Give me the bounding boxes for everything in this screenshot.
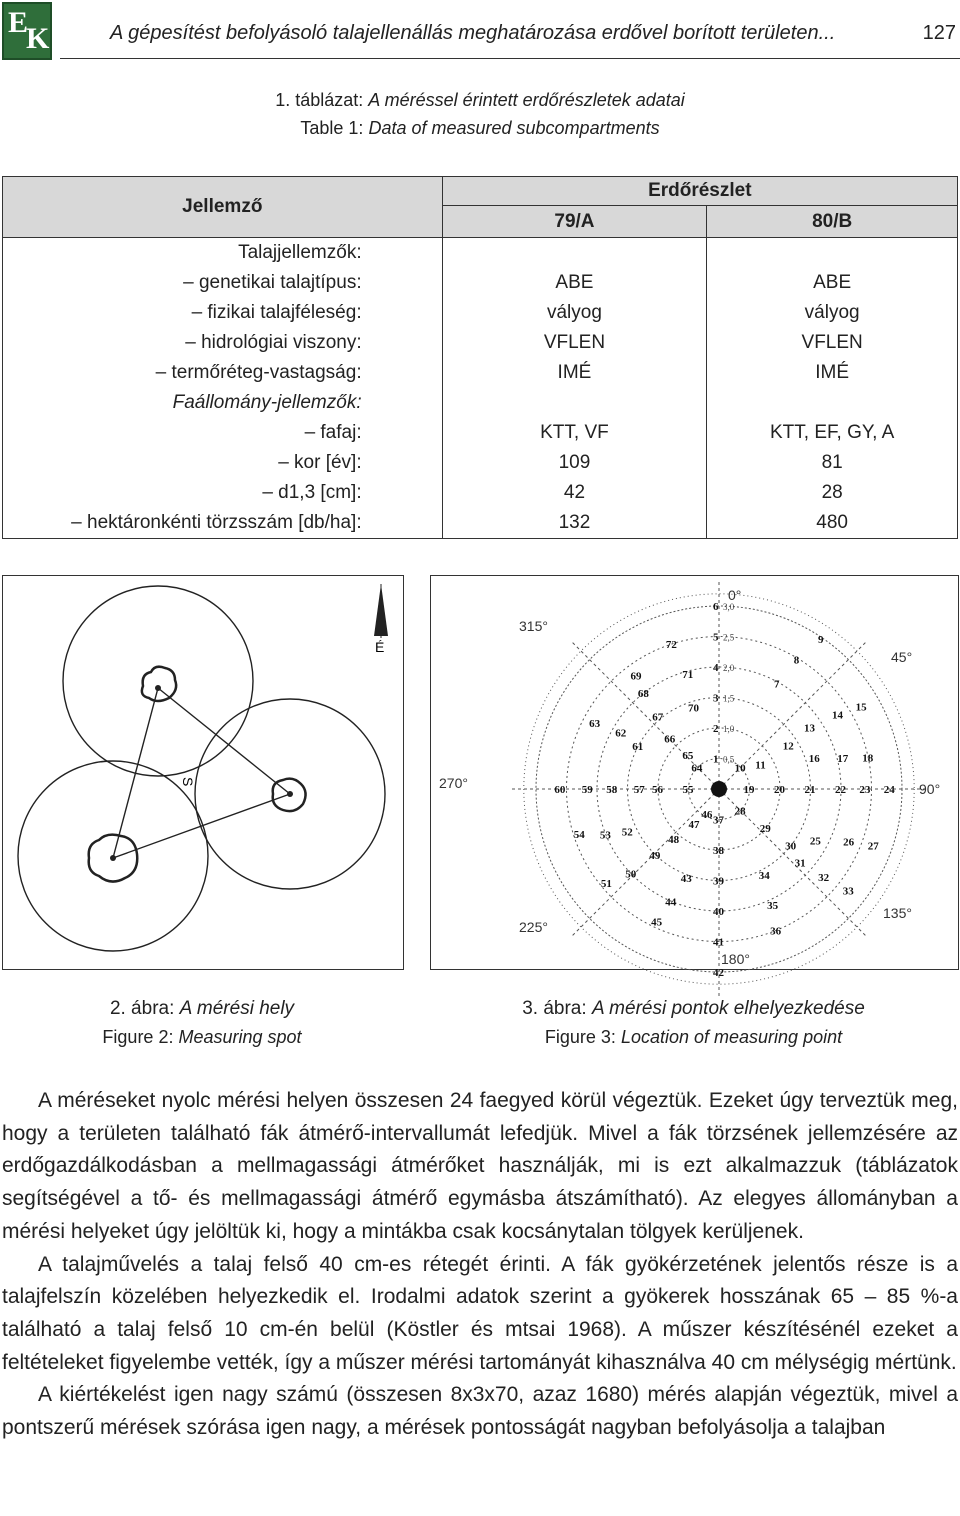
measuring-point-label: 15 bbox=[855, 701, 867, 714]
angle-label: 225° bbox=[519, 919, 548, 935]
measuring-point-label: 1 bbox=[713, 753, 719, 766]
measuring-point-label: 13 bbox=[804, 722, 815, 735]
measuring-point-label: 39 bbox=[713, 875, 724, 888]
journal-logo bbox=[2, 2, 52, 60]
measuring-point-label: 52 bbox=[621, 826, 633, 839]
row-label: – kor [év]: bbox=[3, 448, 443, 478]
measuring-point-label: 5 bbox=[713, 631, 719, 644]
measuring-point-label: 63 bbox=[589, 718, 601, 731]
col-header-erdoreszlet: Erdőrészlet bbox=[442, 177, 957, 206]
row-label: – fizikai talajféleség: bbox=[3, 298, 443, 328]
cell-79a: IMÉ bbox=[442, 358, 707, 388]
measuring-point-label: 19 bbox=[743, 784, 755, 796]
radius-label: 2,5 bbox=[723, 632, 735, 643]
measuring-point-label: 24 bbox=[883, 784, 895, 796]
radius-label: 1,5 bbox=[723, 693, 735, 704]
measuring-point-label: 66 bbox=[664, 733, 676, 746]
measuring-point-label: 70 bbox=[688, 702, 699, 715]
measuring-point-label: 71 bbox=[682, 669, 694, 682]
logo-letter-k: K bbox=[26, 22, 50, 55]
cell-79a: vályog bbox=[442, 298, 707, 328]
measuring-point-label: 8 bbox=[793, 654, 800, 667]
table-row bbox=[3, 478, 958, 508]
measuring-point-label: 11 bbox=[755, 759, 766, 772]
tree-trunk-1 bbox=[142, 667, 176, 701]
measuring-point-label: 53 bbox=[599, 829, 611, 842]
table-caption-hu: 1. táblázat: A méréssel érintett erdőrészletek adatai bbox=[275, 90, 685, 110]
paragraph-3: A kiértékelést igen nagy számú (összesen 8x3x70, azaz 1680) mérés alapján végeztük, mivel a pontszerű mérések szórása igen nagy, a mérések pontosságát nagyban befolyásolja a talajban bbox=[2, 1383, 958, 1440]
table-row bbox=[3, 268, 958, 298]
row-label: – genetikai talajtípus: bbox=[3, 268, 443, 298]
cell-79a: 132 bbox=[442, 508, 707, 539]
cell-80b: 28 bbox=[707, 478, 958, 508]
angle-label: 45° bbox=[891, 649, 913, 665]
cell-80b: ABE bbox=[707, 268, 958, 298]
measuring-point-label: 37 bbox=[713, 814, 724, 827]
measuring-point-label: 9 bbox=[818, 634, 824, 647]
figure-2-caption-hu: 2. ábra: A mérési hely bbox=[109, 998, 295, 1019]
measuring-point-label: 16 bbox=[808, 752, 820, 765]
page-number: 127 bbox=[922, 22, 956, 44]
angle-label: 0° bbox=[728, 587, 742, 603]
row-label: – fafaj: bbox=[3, 418, 443, 448]
measuring-point-label: 57 bbox=[633, 784, 645, 796]
measuring-point-label: 38 bbox=[713, 845, 724, 857]
figure-3-measuring-points bbox=[430, 575, 959, 979]
table-row bbox=[3, 358, 958, 388]
measuring-point-label: 42 bbox=[713, 967, 724, 979]
table-row bbox=[3, 508, 958, 539]
measuring-point-label: 49 bbox=[649, 849, 661, 862]
paragraph-1: A méréseket nyolc mérési helyen összesen 24 faegyed körül végeztük. Ezeket úgy terveztük meg, hogy a területen található fák átmérő-intervallumát lefedjük. Mivel a fák törzsének jellemzésére az erdőgazdálkodásban a mellmagassági átmérőket használják, mi is ezt alkalmazzuk (táblázatok segítségével a tő- és mellmagassági átmérő egymásba átszámítható). Az elegyes állományban a mérési helyeket úgy jelöltük ki, hogy a mintákba csak kocsánytalan tölgyek kerüljenek. bbox=[2, 1089, 958, 1243]
connecting-line-1-2 bbox=[158, 688, 290, 794]
cell-80b: 480 bbox=[707, 508, 958, 539]
measuring-point-label: 2 bbox=[713, 723, 719, 735]
connecting-line-3-1 bbox=[113, 688, 158, 858]
figure-2-measuring-spot bbox=[2, 575, 404, 970]
figure-2-caption-en: Figure 2: Measuring spot bbox=[102, 1027, 302, 1047]
measuring-point-label: 54 bbox=[573, 829, 585, 842]
measuring-point-label: 22 bbox=[835, 784, 846, 796]
table-row bbox=[3, 388, 958, 418]
cell-79a: 42 bbox=[442, 478, 707, 508]
angle-label: 270° bbox=[439, 775, 468, 791]
tree-center-1 bbox=[155, 685, 161, 691]
cell-79a bbox=[442, 388, 707, 418]
measuring-point-label: 23 bbox=[859, 784, 871, 796]
data-table bbox=[2, 176, 958, 539]
cell-80b: VFLEN bbox=[707, 328, 958, 358]
measuring-point-label: 59 bbox=[581, 784, 593, 796]
measuring-point-label: 7 bbox=[774, 678, 780, 691]
measuring-circle-1 bbox=[63, 586, 253, 776]
table-caption-en: Table 1: Data of measured subcompartments bbox=[300, 118, 660, 138]
row-label: Faállomány-jellemzők: bbox=[3, 388, 443, 418]
running-title: A gépesítést befolyásoló talajellenállás meghatározása erdővel borított területen... bbox=[110, 22, 836, 44]
cell-79a: KTT, VF bbox=[442, 418, 707, 448]
cell-80b: 81 bbox=[707, 448, 958, 478]
measuring-point-label: 46 bbox=[701, 808, 713, 821]
table-row bbox=[3, 298, 958, 328]
measuring-point-label: 31 bbox=[794, 857, 806, 870]
connecting-line-2-3 bbox=[113, 794, 290, 858]
measuring-point-label: 47 bbox=[688, 819, 700, 831]
tree-center-2 bbox=[287, 791, 293, 797]
cell-80b: KTT, EF, GY, A bbox=[707, 418, 958, 448]
angle-label: 180° bbox=[721, 951, 750, 967]
measuring-point-label: 51 bbox=[600, 878, 612, 891]
row-label: Talajjellemzők: bbox=[3, 238, 443, 269]
measuring-point-label: 43 bbox=[680, 872, 692, 885]
row-label: – hidrológiai viszony: bbox=[3, 328, 443, 358]
table-row bbox=[3, 418, 958, 448]
measuring-point-label: 69 bbox=[630, 670, 642, 683]
measuring-point-label: 72 bbox=[665, 639, 677, 651]
radius-label: 0,5 bbox=[723, 754, 735, 765]
measuring-point-label: 6 bbox=[713, 601, 719, 613]
measuring-point-label: 45 bbox=[651, 916, 663, 929]
measuring-point-label: 33 bbox=[842, 885, 854, 898]
measuring-point-label: 36 bbox=[770, 925, 782, 938]
measuring-point-label: 18 bbox=[862, 752, 874, 765]
radius-label: 1,0 bbox=[723, 724, 735, 734]
measuring-point-label: 27 bbox=[867, 840, 879, 853]
cell-79a bbox=[442, 238, 707, 269]
cell-80b: vályog bbox=[707, 298, 958, 328]
angle-label: 315° bbox=[519, 618, 548, 634]
measuring-point-label: 29 bbox=[759, 823, 771, 836]
measuring-point-label: 34 bbox=[758, 870, 770, 883]
measuring-point-label: 26 bbox=[843, 836, 855, 849]
table-row bbox=[3, 238, 958, 269]
measuring-point-label: 61 bbox=[632, 741, 644, 753]
measuring-point-label: 21 bbox=[804, 784, 816, 796]
table-row bbox=[3, 328, 958, 358]
measuring-point-label: 3 bbox=[713, 692, 719, 705]
measuring-point-label: 55 bbox=[682, 784, 694, 796]
row-label: – termőréteg-vastagság: bbox=[3, 358, 443, 388]
header-rule bbox=[60, 58, 960, 59]
measuring-point-label: 14 bbox=[832, 709, 843, 722]
row-label: – hektáronkénti törzsszám [db/ha]: bbox=[3, 508, 443, 539]
col-header-79a: 79/A bbox=[442, 206, 707, 238]
measuring-point-label: 4 bbox=[713, 662, 719, 674]
measuring-point-label: 50 bbox=[625, 868, 637, 881]
col-header-jellemzo: Jellemző bbox=[3, 177, 443, 238]
angle-label: 90° bbox=[919, 781, 941, 797]
table-row bbox=[3, 448, 958, 478]
cell-79a: ABE bbox=[442, 268, 707, 298]
measuring-point-label: 56 bbox=[652, 784, 663, 796]
measuring-point-label: 58 bbox=[606, 784, 618, 796]
polar-axis bbox=[571, 789, 719, 937]
paragraph-2: A talajművelés a talaj felső 40 cm-es rétegét érinti. A fák gyökérzetének jelentős része is a talajfelszín közelében helyezkedik el. Irodalmi adatok szerint a gyökerek hosszának 65 – 85 %-a található a talaj felső 10 cm-én belül (Köstler és mtsai 1968). A műszer készítésénél ezeket a feltételeket figyelembe vették, így a műszer mérési tartományát kihasználva 40 cm mélységig mértünk. bbox=[2, 1252, 958, 1374]
cell-80b bbox=[707, 238, 958, 269]
south-label: S bbox=[180, 777, 196, 787]
cell-80b: IMÉ bbox=[707, 358, 958, 388]
measuring-point-label: 41 bbox=[713, 936, 724, 949]
body-text bbox=[2, 1085, 958, 1445]
measuring-point-label: 12 bbox=[782, 740, 794, 753]
measuring-point-label: 68 bbox=[637, 687, 649, 700]
measuring-point-label: 44 bbox=[665, 896, 677, 909]
measuring-point-label: 30 bbox=[785, 840, 797, 853]
measuring-point-label: 64 bbox=[691, 762, 703, 775]
measuring-point-label: 40 bbox=[713, 906, 724, 918]
cell-79a: 109 bbox=[442, 448, 707, 478]
measuring-point-label: 25 bbox=[809, 835, 821, 848]
measuring-point-label: 62 bbox=[615, 727, 627, 740]
measuring-point-label: 32 bbox=[818, 872, 830, 885]
logo-letter-e: E bbox=[8, 6, 29, 39]
row-label: – d1,3 [cm]: bbox=[3, 478, 443, 508]
angle-label: 135° bbox=[883, 905, 912, 921]
radius-label: 2,0 bbox=[723, 663, 735, 673]
radius-label: 3,0 bbox=[723, 602, 735, 612]
figure-3-caption-en: Figure 3: Location of measuring point bbox=[544, 1027, 843, 1047]
col-header-80b: 80/B bbox=[707, 206, 958, 238]
measuring-point-label: 10 bbox=[734, 762, 746, 775]
measuring-point-label: 20 bbox=[774, 784, 785, 796]
tree-trunk-marker bbox=[711, 781, 727, 797]
measuring-point-label: 17 bbox=[837, 753, 849, 765]
measuring-point-label: 67 bbox=[652, 711, 664, 724]
measuring-point-label: 48 bbox=[668, 833, 680, 846]
measuring-point-label: 60 bbox=[554, 784, 566, 796]
north-label: É bbox=[375, 639, 385, 655]
figure-3-polar-diagram bbox=[431, 576, 958, 979]
measuring-point-label: 28 bbox=[734, 805, 746, 818]
figure-3-caption-hu: 3. ábra: A mérési pontok elhelyezkedése bbox=[522, 998, 865, 1019]
cell-80b bbox=[707, 388, 958, 418]
figure-2-drawing bbox=[3, 576, 403, 969]
cell-79a: VFLEN bbox=[442, 328, 707, 358]
measuring-point-label: 65 bbox=[682, 750, 694, 762]
measuring-point-label: 35 bbox=[767, 900, 779, 913]
tree-center-3 bbox=[110, 855, 116, 861]
